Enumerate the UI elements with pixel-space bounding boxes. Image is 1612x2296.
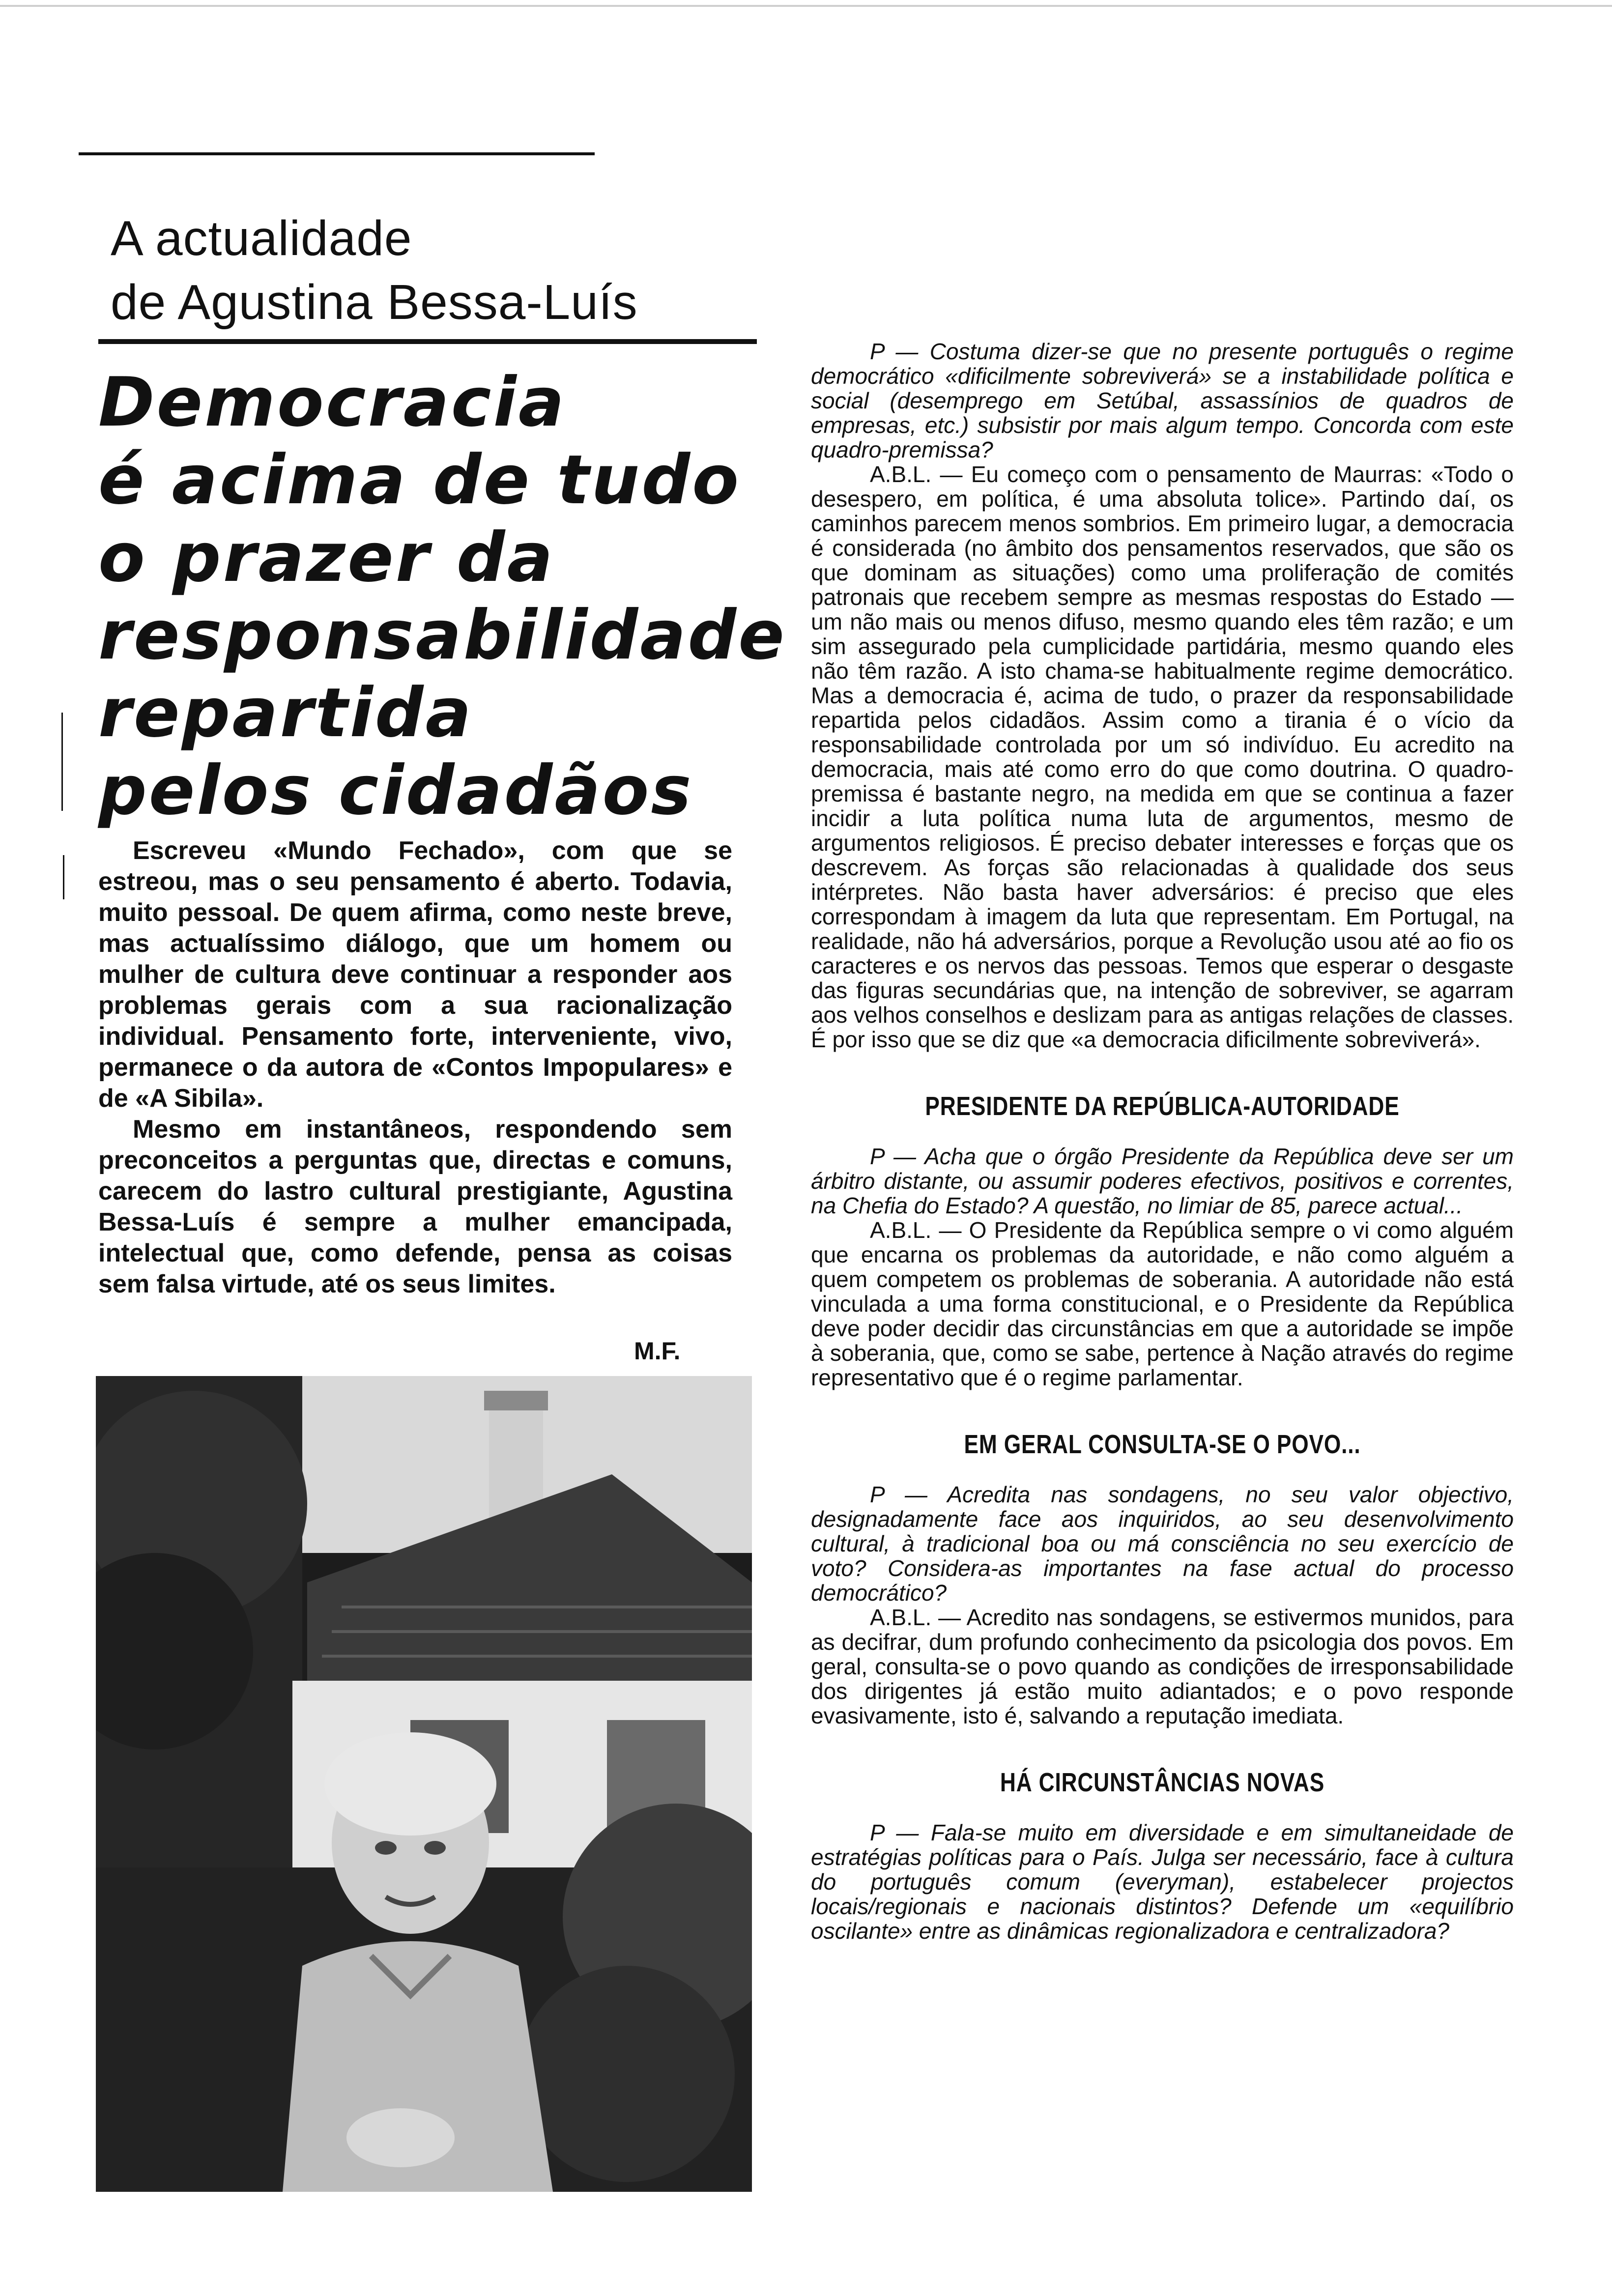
question-4: P — Fala-se muito em diversidade e em simultaneidade de estratégias políticas para o País. Julga ser necessário, face à cultura do português comum (everyman), estabelecer projectos locais/regionais e nacionais distintos? Defende um «equilíbrio oscilante» entre as dinâmicas regionalizadora e centralizadora? (811, 1820, 1514, 1944)
author-initials: M.F. (634, 1337, 681, 1365)
intro-paragraph: Mesmo em instantâneos, respondendo sem preconceitos a perguntas que, directas e comuns, carecem do lastro cultural prestigiante, Agustina Bessa-Luís é sempre a mulher emancipada, intelectual que, como defende, pensa as coisas sem falsa virtude, até os seus limites. (98, 1115, 732, 1298)
headline-line: é acima de tudo (98, 440, 741, 519)
page-top-rule (0, 5, 1612, 7)
interview-column (811, 339, 1514, 1943)
section-heading-circunstancias: HÁ CIRCUNSTÂNCIAS NOVAS (1000, 1768, 1325, 1797)
portrait-photo-image (96, 1376, 752, 2192)
portrait-photo (96, 1376, 752, 2192)
answer-2: A.B.L. — O Presidente da República sempre o vi como alguém que encarna os problemas da autoridade, e não como alguém a quem competem os problemas de soberania. A autoridade não está vinculada a uma forma constitucional, e o Presidente da República deve poder decidir das circunstâncias em que a autoridade se impõe à soberania, que, como se sabe, pertence à Nação através do regime representativo que é o regime parlamentar. (811, 1217, 1514, 1390)
answer-1: A.B.L. — Eu começo com o pensamento de Maurras: «Todo o desespero, em política, é uma absoluta tolice». Partindo daí, os caminhos parecem menos sombrios. Em primeiro lugar, a democracia é considerada (no âmbito dos pensamentos reservados, que são os que dominam as situações) como uma proliferação de comités patronais que recebem sempre as mesmas respostas do Estado — um não mais ou menos difuso, mesmo quando eles têm razão; e um sim assegurado pela cumplicidade partidária, mesmo quando eles não têm razão. A isto chama-se habitualmente regime democrático. Mas a democracia é, acima de tudo, o prazer da responsabilidade repartida pelos cidadãos. Assim como a tirania é o vício da responsabilidade controlada por um só indivíduo. Eu acredito na democracia, mais até como erro do que como doutrina. O quadro-premissa é bastante negro, na medida em que se continua a fazer incidir a luta política numa luta de argumentos, mesmo de argumentos religiosos. É preciso debater interesses e forças que os descrevem. As forças são relacionadas à qualidade dos seus intérpretes. Não basta haver adversários: é preciso que eles correspondam à imagem da luta que representam. Em Portugal, na realidade, não há adversários, porque a Revolução usou até ao fio os caracteres e os nervos das pessoas. Temos que esperar o desgaste das figuras secundárias que, na intenção de sobreviver, se agarram aos velhos conselhos e deslizam para as antigas relações de classes. É por isso que se diz que «a democracia dificilmente sobreviverá». (811, 461, 1514, 1052)
kicker-top-rule (79, 152, 595, 155)
kicker-line-1: A actualidade (111, 211, 412, 266)
intro-text (98, 835, 732, 1300)
intro-paragraph: Escreveu «Mundo Fechado», com que se estreou, mas o seu pensamento é aberto. Todavia, muito pessoal. De quem afirma, como neste breve, mas actualíssimo diálogo, que um homem ou mulher de cultura deve continuar a responder aos problemas gerais com a sua racionalização individual. Pensamento forte, interveniente, vivo, permanece o da autora de «Contos Impopulares» e de «A Sibila». (98, 836, 732, 1113)
question-3: P — Acredita nas sondagens, no seu valor objectivo, designadamente face aos inquiridos, ao seu desenvolvimento cultural, à tradicional boa ou má consciência no seu exercício de voto? Considera-as importantes na fase actual do processo democrático? (811, 1482, 1514, 1606)
section-heading-presidente: PRESIDENTE DA REPÚBLICA-AUTORIDADE (925, 1091, 1400, 1121)
kicker-underline (98, 339, 757, 344)
answer-3: A.B.L. — Acredito nas sondagens, se estivermos munidos, para as decifrar, dum profundo conhecimento da psicologia dos povos. Em geral, consulta-se o povo quando as condições de irresponsabilidade dos dirigentes já estão muito adiantados; e o povo responde evasivamente, isto é, salvando a reputação imediata. (811, 1605, 1514, 1728)
headline (98, 363, 786, 830)
question-1: P — Costuma dizer-se que no presente português o regime democrático «dificilmente sobreviverá» se a instabilidade política e social (desemprego em Setúbal, assassínios de quadros de empresas, etc.) subsistir por mais algum tempo. Concorda com este quadro-premissa? (811, 339, 1514, 462)
kicker (111, 206, 764, 334)
headline-line: o prazer da (98, 518, 555, 597)
kicker-line-2: de Agustina Bessa-Luís (111, 275, 638, 330)
headline-line: responsabilidade (98, 596, 786, 675)
margin-mark (61, 713, 63, 811)
headline-line: Democracia (98, 363, 566, 442)
section-heading-consulta: EM GERAL CONSULTA-SE O POVO... (964, 1430, 1361, 1459)
headline-line: pelos cidadãos (98, 751, 693, 830)
margin-mark (63, 855, 64, 899)
headline-line: repartida (98, 673, 473, 752)
question-2: P — Acha que o órgão Presidente da República deve ser um árbitro distante, ou assumir poderes efectivos, positivos e correntes, na Chefia do Estado? A questão, no limiar de 85, parece actual... (811, 1144, 1514, 1218)
